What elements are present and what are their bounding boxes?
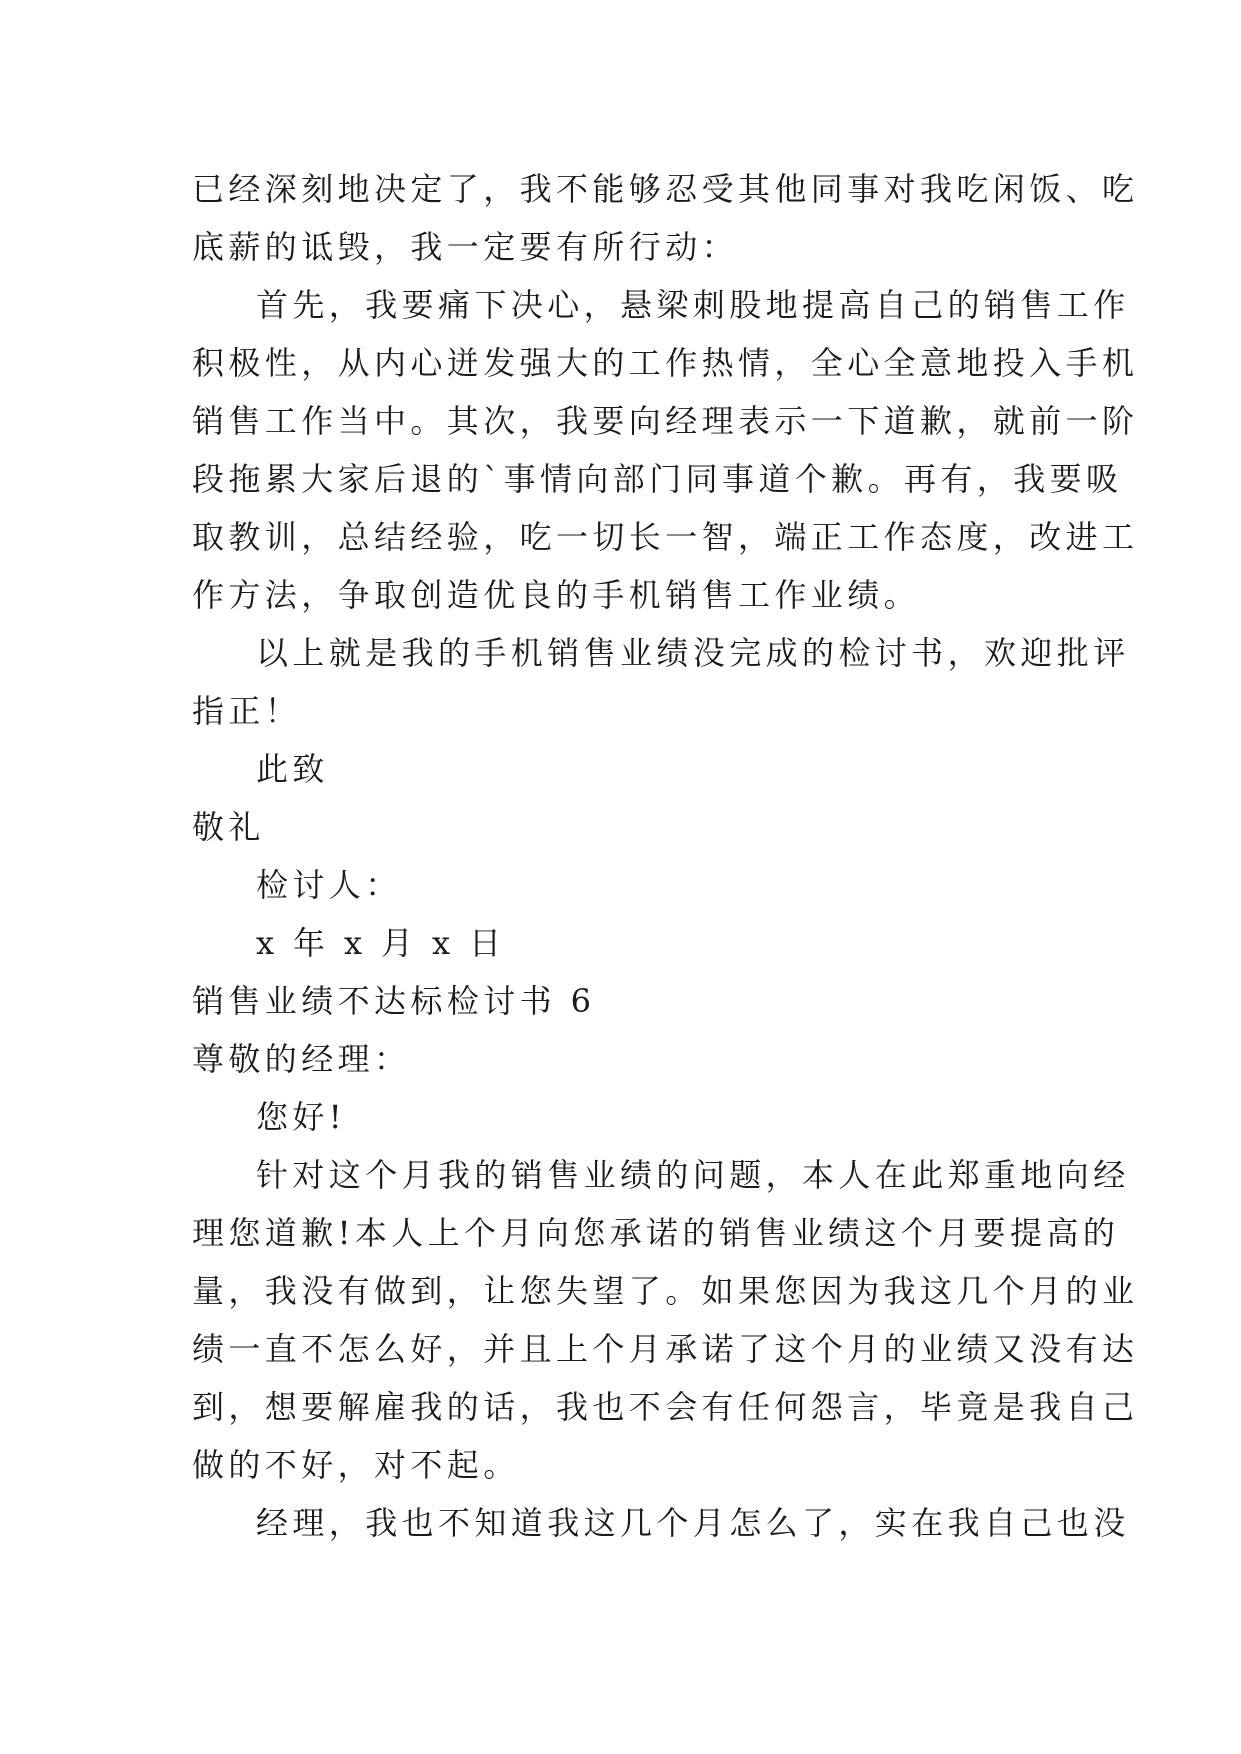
closing-regards: 敬礼 [192,808,265,846]
greeting-hello: 您好! [256,1098,347,1136]
paragraph-start-line: 以上就是我的手机销售业绩没完成的检讨书，欢迎批评 [256,634,1130,672]
section-title: 销售业绩不达标检讨书 6 [192,982,596,1020]
greeting-recipient: 尊敬的经理： [192,1040,411,1078]
text-line: 取教训，总结经验，吃一切长一智，端正工作态度，改进工 [192,518,1139,556]
text-line: 做的不好，对不起。 [192,1446,520,1484]
text-line: 指正！ [192,692,302,730]
text-line: 到，想要解雇我的话，我也不会有任何怨言，毕竟是我自己 [192,1388,1139,1426]
paragraph-start-line: 针对这个月我的销售业绩的问题，本人在此郑重地向经 [256,1156,1130,1194]
text-line: 作方法，争取创造优良的手机销售工作业绩。 [192,576,921,614]
document-body [192,160,1139,1552]
closing-salutation: 此致 [256,750,329,788]
text-line: 积极性，从内心迸发强大的工作热情，全心全意地投入手机 [192,344,1139,382]
text-line: 已经深刻地决定了，我不能够忍受其他同事对我吃闲饭、吃 [192,170,1139,208]
text-line: 段拖累大家后退的`事情向部门同事道个歉。再有，我要吸 [192,460,1123,498]
text-line: 量，我没有做到，让您失望了。如果您因为我这几个月的业 [192,1272,1139,1310]
text-line: 绩一直不怎么好，并且上个月承诺了这个月的业绩又没有达 [192,1330,1139,1368]
paragraph-start-line: 经理，我也不知道我这几个月怎么了，实在我自己也没 [256,1504,1130,1542]
text-line: 理您道歉!本人上个月向您承诺的销售业绩这个月要提高的 [192,1214,1120,1252]
paragraph-start-line: 首先，我要痛下决心，悬梁刺股地提高自己的销售工作 [256,286,1130,324]
text-line: 销售工作当中。其次，我要向经理表示一下道歉，就前一阶 [192,402,1139,440]
text-line: 底薪的诋毁，我一定要有所行动： [192,228,739,266]
date-line: x 年 x 月 x 日 [256,924,506,962]
signature-label: 检讨人： [256,866,402,904]
